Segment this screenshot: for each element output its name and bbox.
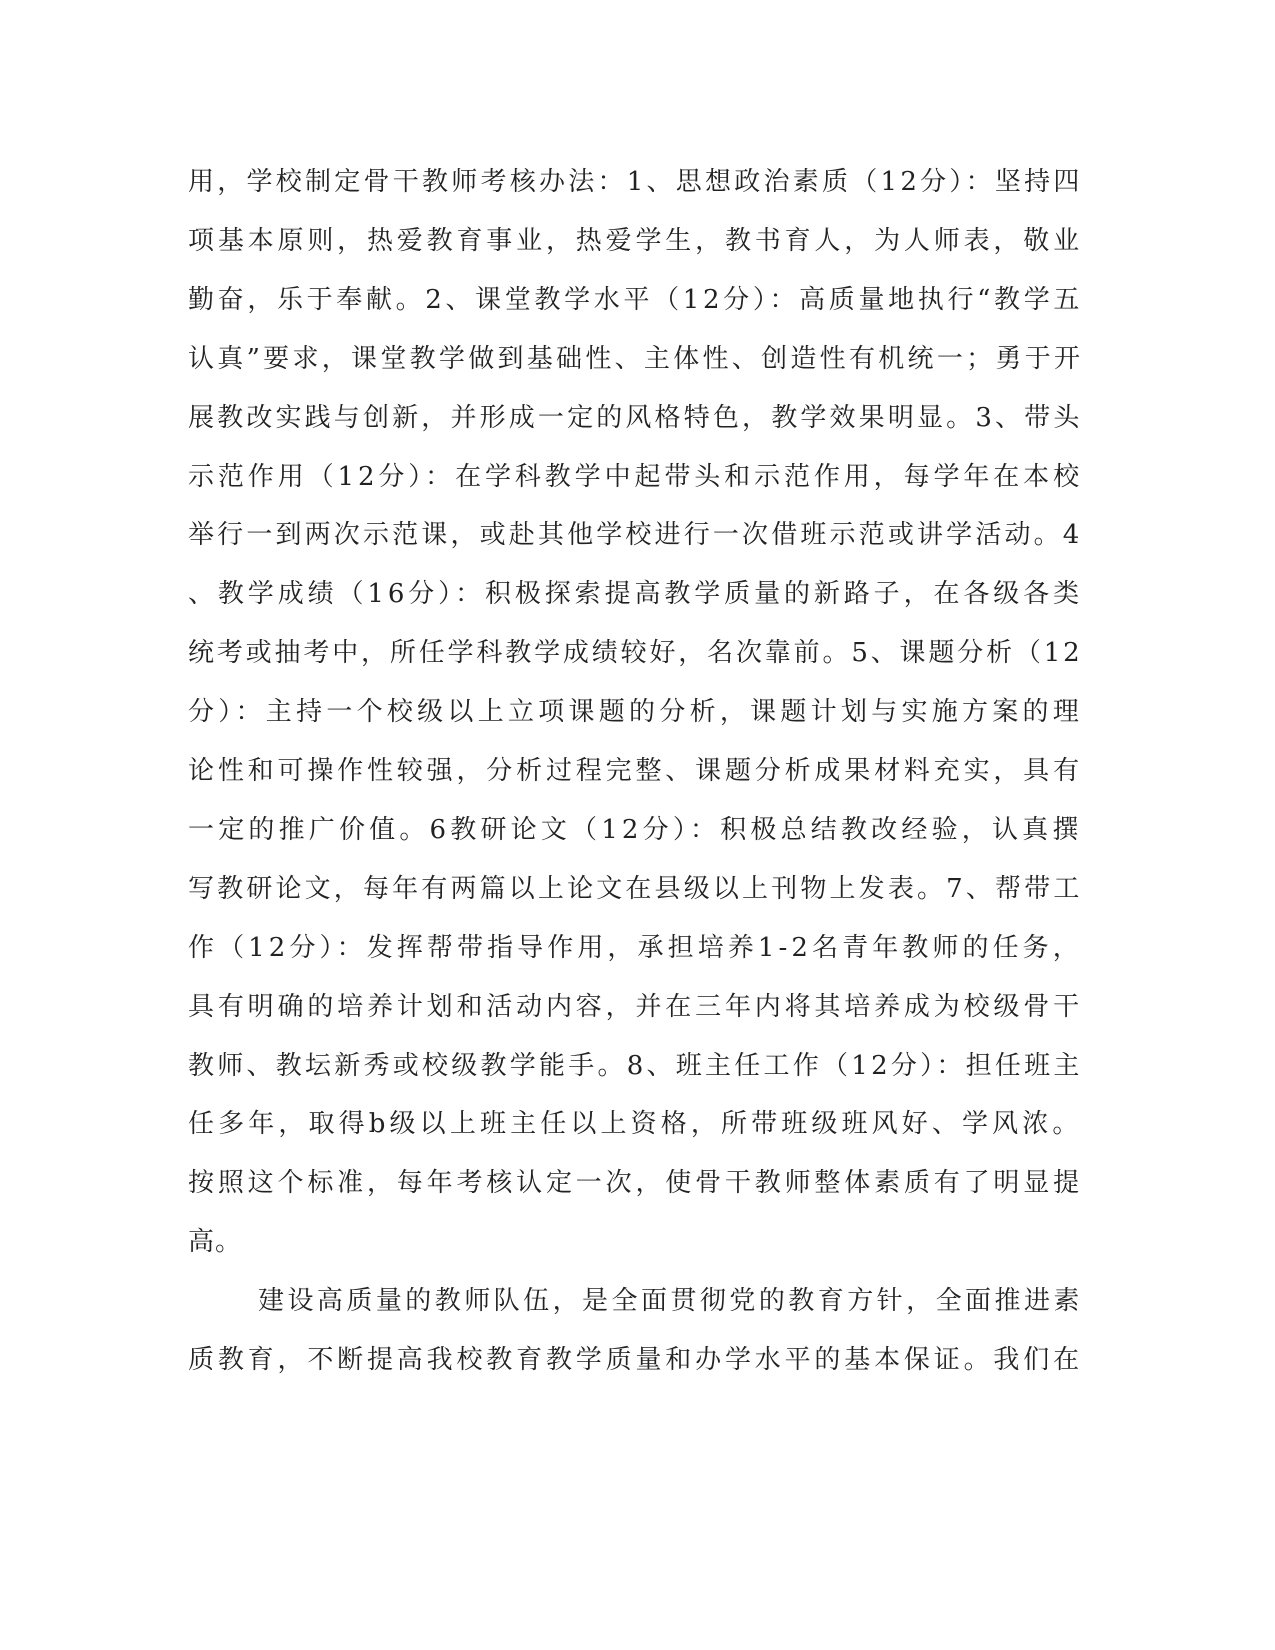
paragraph-1-line: 高。 xyxy=(188,1227,243,1258)
paragraph-1-line: 教师、教坛新秀或校级教学能手。8、班主任工作（12分）：担任班主 xyxy=(188,1050,1083,1081)
paragraph-1-line: 统考或抽考中，所任学科教学成绩较好，名次靠前。5、课题分析（12 xyxy=(188,638,1083,669)
paragraph-1-line: 勤奋，乐于奉献。2、课堂教学水平（12分）：高质量地执行“教学五 xyxy=(188,284,1084,315)
paragraph-2-line: 建设高质量的教师队伍，是全面贯彻党的教育方针，全面推进素 xyxy=(258,1286,1083,1317)
paragraph-1-line: 示范作用（12分）：在学科教学中起带头和示范作用，每学年在本校 xyxy=(188,461,1083,492)
paragraph-1-line: 作（12分）：发挥帮带指导作用，承担培养1-2名青年教师的任务， xyxy=(188,932,1083,963)
paragraph-1-line: 分）：主持一个校级以上立项课题的分析，课题计划与实施方案的理 xyxy=(188,697,1084,728)
paragraph-1-line: 按照这个标准，每年考核认定一次，使骨干教师整体素质有了明显提 xyxy=(188,1168,1083,1199)
paragraph-1-line: 展教改实践与创新，并形成一定的风格特色，教学效果明显。3、带头 xyxy=(188,402,1083,433)
paragraph-1-line: 、教学成绩（16分）：积极探索提高教学质量的新路子，在各级各类 xyxy=(188,579,1083,610)
paragraph-1-line: 论性和可操作性较强，分析过程完整、课题分析成果材料充实，具有 xyxy=(188,756,1083,786)
paragraph-1-line: 举行一到两次示范课，或赴其他学校进行一次借班示范或讲学活动。4 xyxy=(188,520,1083,551)
paragraph-1-line: 认真”要求，课堂教学做到基础性、主体性、创造性有机统一；勇于开 xyxy=(188,343,1084,374)
paragraph-1-line: 写教研论文，每年有两篇以上论文在县级以上刊物上发表。7、帮带工 xyxy=(188,873,1083,904)
paragraph-1-line: 一定的推广价值。6教研论文（12分）：积极总结教改经验，认真撰 xyxy=(188,814,1083,845)
paragraph-1-line: 项基本原则，热爱教育事业，热爱学生，教书育人，为人师表，敬业 xyxy=(188,225,1083,256)
paragraph-2-line: 质教育，不断提高我校教育教学质量和办学水平的基本保证。我们在 xyxy=(188,1345,1083,1375)
paragraph-1-line: 具有明确的培养计划和活动内容，并在三年内将其培养成为校级骨干 xyxy=(188,991,1083,1022)
paragraph-1-line: 用，学校制定骨干教师考核办法：1、思想政治素质（12分）：坚持四 xyxy=(188,167,1083,197)
paragraph-1-line: 任多年，取得b级以上班主任以上资格，所带班级班风好、学风浓。 xyxy=(188,1109,1083,1140)
